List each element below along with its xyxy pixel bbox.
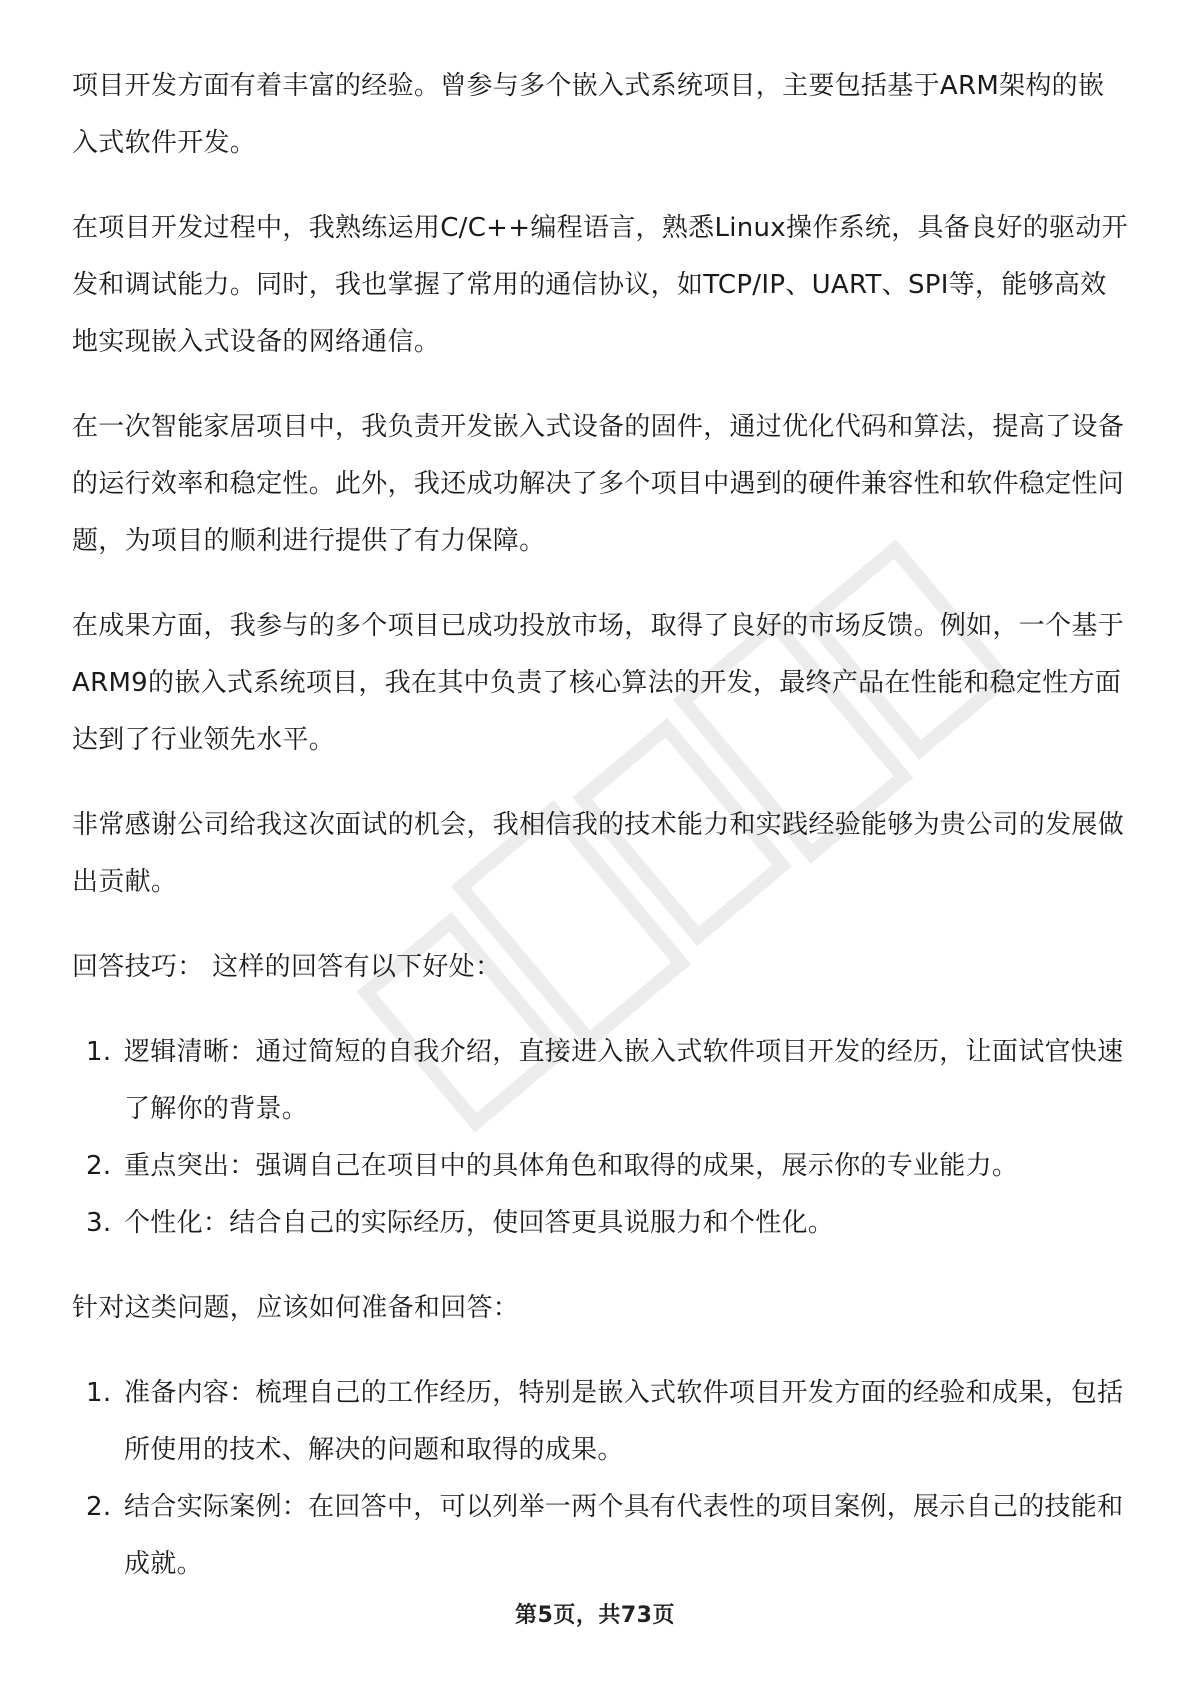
list-item-text: 逻辑清晰：通过简短的自我介绍，直接进入嵌入式软件项目开发的经历，让面试官快速了解你的背景。 [124, 1037, 1124, 1124]
list-item-text: 个性化：结合自己的实际经历，使回答更具说服力和个性化。 [124, 1208, 835, 1238]
list-item [72, 1365, 1128, 1479]
list-number: 2. [86, 1492, 112, 1522]
paragraph: 在项目开发过程中，我熟练运用C/C++编程语言，熟悉Linux操作系统，具备良好的驱动开发和调试能力。同时，我也掌握了常用的通信协议，如TCP/IP、UART、SPI等，能够高效地实现嵌入式设备的网络通信。 [72, 213, 1128, 357]
list-number: 3. [86, 1208, 112, 1238]
list-item [72, 1195, 1128, 1252]
tips-list [72, 1024, 1128, 1252]
paragraph: 在一次智能家居项目中，我负责开发嵌入式设备的固件，通过优化代码和算法，提高了设备的运行效率和稳定性。此外，我还成功解决了多个项目中遇到的硬件兼容性和软件稳定性问题，为项目的顺利进行提供了有力保障。 [72, 412, 1125, 556]
document-body [72, 58, 1128, 1621]
list-number: 2. [86, 1151, 112, 1181]
page-number: 第5页，共73页 [515, 1603, 675, 1628]
list-item [72, 1024, 1128, 1138]
list-item [72, 1138, 1128, 1195]
list-item-text: 重点突出：强调自己在项目中的具体角色和取得的成果，展示你的专业能力。 [124, 1151, 1019, 1181]
prep-list [72, 1365, 1128, 1593]
list-number: 1. [86, 1037, 112, 1067]
list-item-text: 结合实际案例：在回答中，可以列举一两个具有代表性的项目案例，展示自己的技能和成就。 [124, 1492, 1124, 1579]
list-number: 1. [86, 1378, 112, 1408]
list-item-text: 准备内容：梳理自己的工作经历，特别是嵌入式软件项目开发方面的经验和成果，包括所使用的技术、解决的问题和取得的成果。 [124, 1378, 1124, 1465]
list-item [72, 1479, 1128, 1593]
paragraph: 在成果方面，我参与的多个项目已成功投放市场，取得了良好的市场反馈。例如，一个基于ARM9的嵌入式系统项目，我在其中负责了核心算法的开发，最终产品在性能和稳定性方面达到了行业领先水平。 [72, 611, 1125, 755]
prep-heading: 针对这类问题，应该如何准备和回答： [72, 1293, 520, 1323]
tips-heading: 回答技巧： 这样的回答有以下好处： [72, 952, 502, 982]
paragraph: 非常感谢公司给我这次面试的机会，我相信我的技术能力和实践经验能够为贵公司的发展做出贡献。 [72, 810, 1125, 897]
paragraph: 项目开发方面有着丰富的经验。曾参与多个嵌入式系统项目，主要包括基于ARM架构的嵌入式软件开发。 [72, 71, 1105, 158]
